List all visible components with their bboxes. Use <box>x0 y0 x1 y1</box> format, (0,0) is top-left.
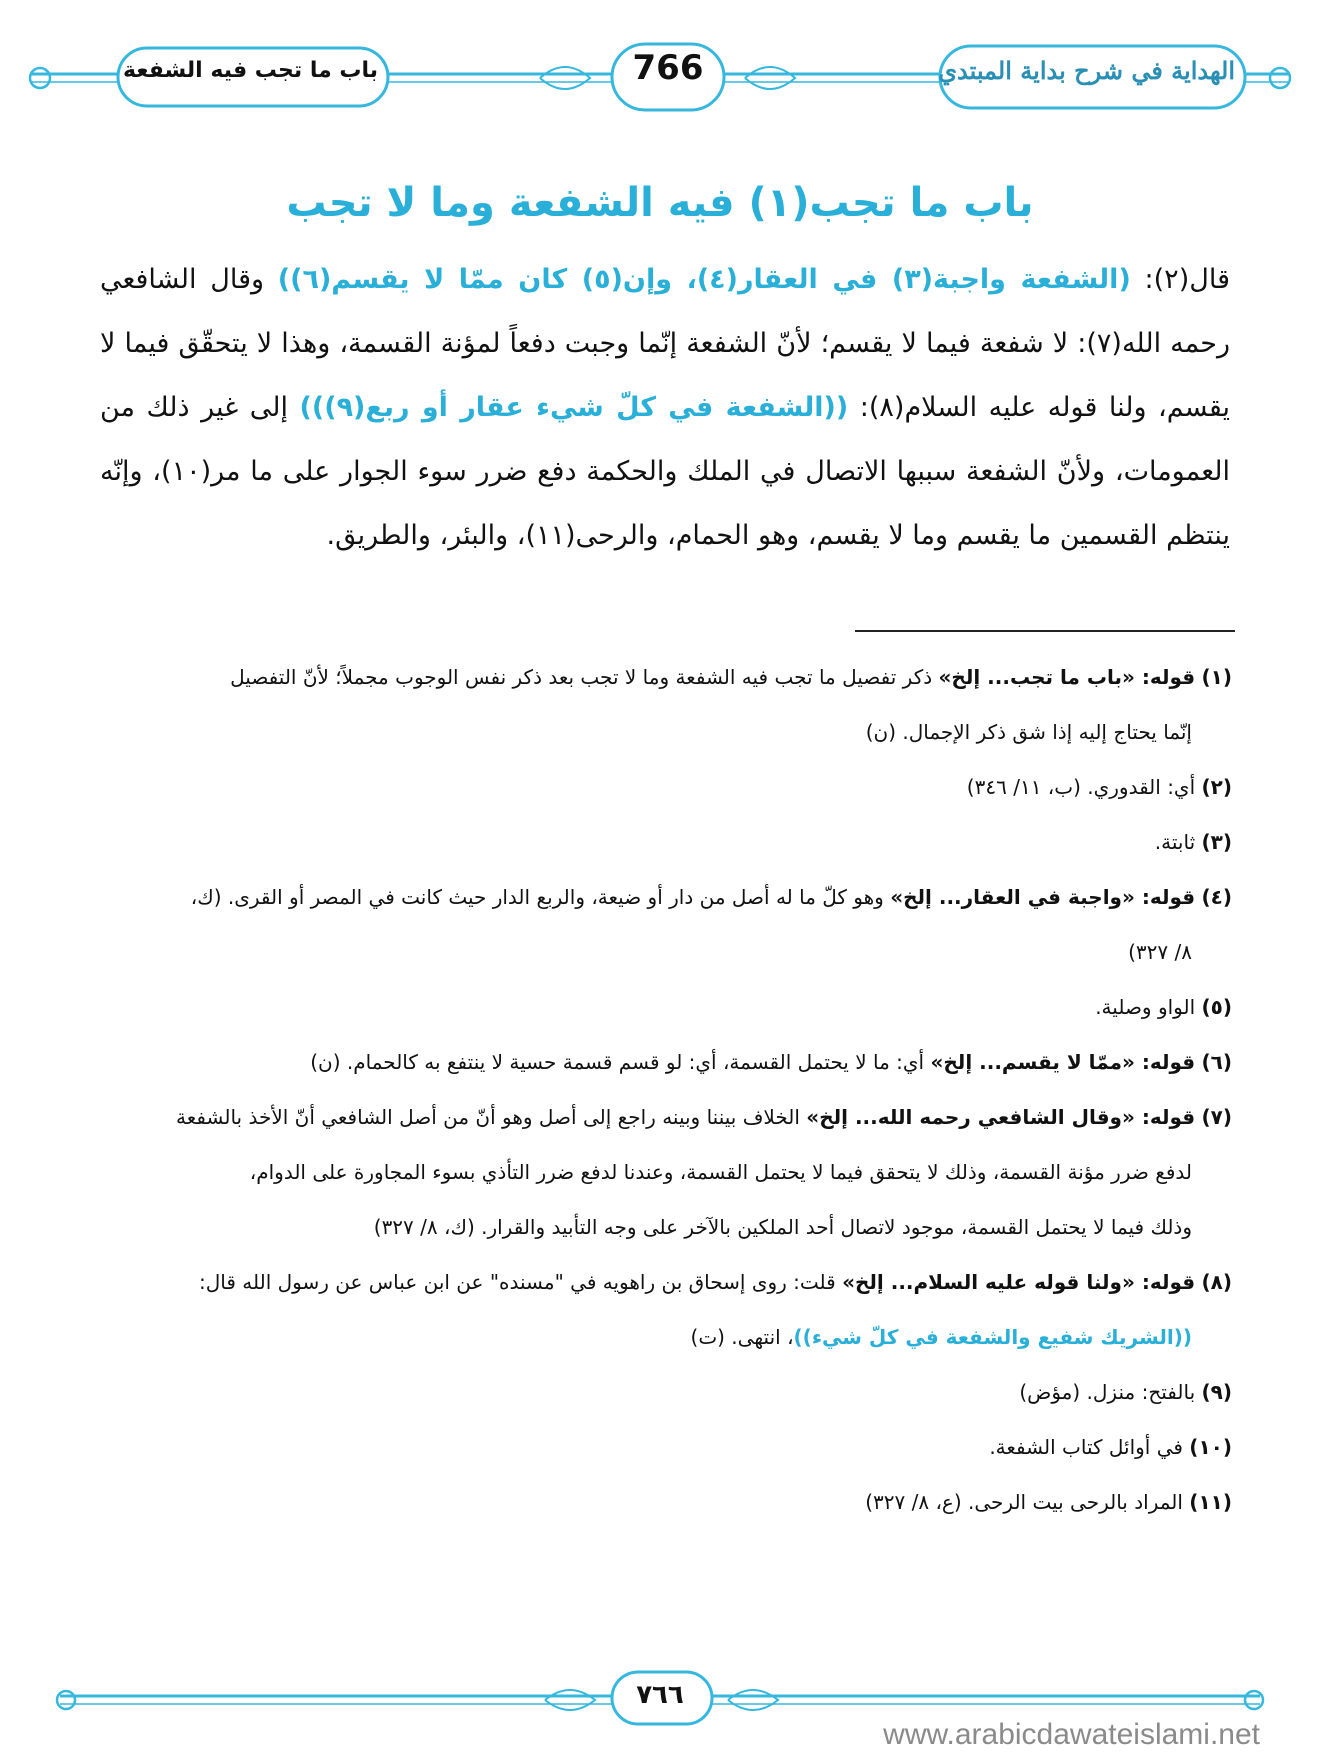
footnote-text: ذكر تفصيل ما تجب فيه الشفعة وما لا تجب بعد ذكر نفس الوجوب مجملاً؛ لأنّ التفصيل <box>230 665 939 689</box>
footnote-4 <box>98 870 1232 980</box>
footnote-11 <box>98 1475 1232 1530</box>
main-quote-2: ((الشفعة في كلّ شيء عقار أو ربع(٩))) <box>299 392 849 423</box>
footnote-line2 <box>98 1310 1232 1365</box>
footnote-text: الخلاف بيننا وبينه راجع إلى أصل وهو أنّ من أصل الشافعي أنّ الأخذ بالشفعة <box>176 1105 807 1129</box>
footnote-num: (٨) <box>1201 1270 1232 1294</box>
footnote-num: (٩) <box>1201 1380 1232 1404</box>
footnote-text: وهو كلّ ما له أصل من دار أو ضيعة، والربع الدار حيث كانت في المصر أو القرى. (ك، <box>190 885 891 909</box>
main-text-p1: قال(٢): <box>1130 264 1230 295</box>
footnote-9 <box>98 1365 1232 1420</box>
main-text <box>100 248 1230 568</box>
footnote-lead: قوله: «باب ما تجب... إلخ» <box>938 665 1196 689</box>
main-text-p1b: وقال الشافعي رحمه الله(٧): لا شفعة فيما لا يقسم؛ لأنّ الشفعة إنّما وجبت دفعاً لمؤنة القسمة، وهذا لا يتحقّق فيما لا يقسم، ولنا قوله عليه السلام(٨): <box>100 264 1230 423</box>
header-chapter: باب ما تجب فيه الشفعة <box>122 58 378 83</box>
footnote-lead: قوله: «واجبة في العقار... إلخ» <box>890 885 1196 909</box>
footnote-divider <box>855 630 1235 632</box>
footnote-7 <box>98 1090 1232 1255</box>
footnote-5 <box>98 980 1232 1035</box>
website-watermark: www.arabicdawateislami.net <box>883 1718 1260 1751</box>
chapter-title: باب ما تجب(١) فيه الشفعة وما لا تجب <box>286 180 1034 226</box>
footnote-lead: قوله: «ممّا لا يقسم... إلخ» <box>930 1050 1196 1074</box>
footnote-num: (١٠) <box>1189 1435 1232 1459</box>
footnote-text: ثابتة. <box>1154 830 1202 854</box>
footnote-num: (٣) <box>1201 830 1232 854</box>
footnote-line2: إنّما يحتاج إليه إذا شق ذكر الإجمال. (ن) <box>865 720 1192 744</box>
footnotes <box>98 650 1232 1530</box>
footer-page-number: ٧٦٦ <box>636 1680 684 1710</box>
page-header <box>0 38 1319 118</box>
footnote-num: (١١) <box>1189 1490 1232 1514</box>
footnote-1 <box>98 650 1232 760</box>
footnote-text: بالفتح: منزل. (مؤض) <box>1019 1380 1202 1404</box>
footnote-text: المراد بالرحى بيت الرحى. (ع، ٨/ ٣٢٧) <box>865 1490 1190 1514</box>
footnote-6 <box>98 1035 1232 1090</box>
footnote-num: (٥) <box>1201 995 1232 1019</box>
footnote-line2-text: ، انتهى. (ت) <box>690 1325 794 1349</box>
footnote-num: (١) <box>1201 665 1232 689</box>
footnote-2 <box>98 760 1232 815</box>
header-book-title: الهداية في شرح بداية المبتدي <box>938 56 1235 85</box>
footnote-10 <box>98 1420 1232 1475</box>
footnote-line2: ٨/ ٣٢٧) <box>1128 940 1192 964</box>
footnote-text: الواو وصلية. <box>1095 995 1202 1019</box>
footnote-num: (٧) <box>1201 1105 1232 1129</box>
footnote-line3: وذلك فيما لا يحتمل القسمة، موجود لاتصال أحد الملكين بالآخر على وجه التأبيد والقرار. (ك، ٨/ ٣٢٧) <box>373 1215 1192 1239</box>
footnote-text: في أوائل كتاب الشفعة. <box>989 1435 1190 1459</box>
footnote-text: أي: القدوري. (ب، ١١/ ٣٤٦) <box>966 775 1202 799</box>
main-text-p1c: إلى غير ذلك من العمومات، ولأنّ الشفعة سببها الاتصال في الملك والحكمة دفع ضرر سوء الجوار على ما مر(١٠)، وإنّه ينتظم القسمين ما يقسم وما لا يقسم، وهو الحمام، والرحى(١١)، والبئر، والطريق. <box>100 392 1230 551</box>
footnote-3 <box>98 815 1232 870</box>
footnote-lead: قوله: «وقال الشافعي رحمه الله... إلخ» <box>806 1105 1196 1129</box>
footnote-text: قلت: روى إسحاق بن راهويه في "مسنده" عن ابن عباس عن رسول الله قال: <box>198 1270 843 1294</box>
footnote-num: (٦) <box>1201 1050 1232 1074</box>
footnote-lead: قوله: «ولنا قوله عليه السلام... إلخ» <box>842 1270 1196 1294</box>
main-quote-1: (الشفعة واجبة(٣) في العقار(٤)، وإن(٥) كان ممّا لا يقسم(٦)) <box>277 264 1131 295</box>
footnote-line2: لدفع ضرر مؤنة القسمة، وذلك لا يتحقق فيما لا يحتمل القسمة، وعندنا لدفع ضرر التأذي بسوء المجاورة على الدوام، <box>249 1160 1192 1184</box>
header-page-number: 766 <box>632 48 704 88</box>
footnote-num: (٤) <box>1201 885 1232 909</box>
footnote-8 <box>98 1255 1232 1365</box>
footnote-text: أي: ما لا يحتمل القسمة، أي: لو قسم قسمة حسية لا ينتفع به كالحمام. (ن) <box>310 1050 931 1074</box>
footnote-quote: ((الشريك شفيع والشفعة في كلّ شيء)) <box>793 1325 1192 1349</box>
footnote-num: (٢) <box>1201 775 1232 799</box>
